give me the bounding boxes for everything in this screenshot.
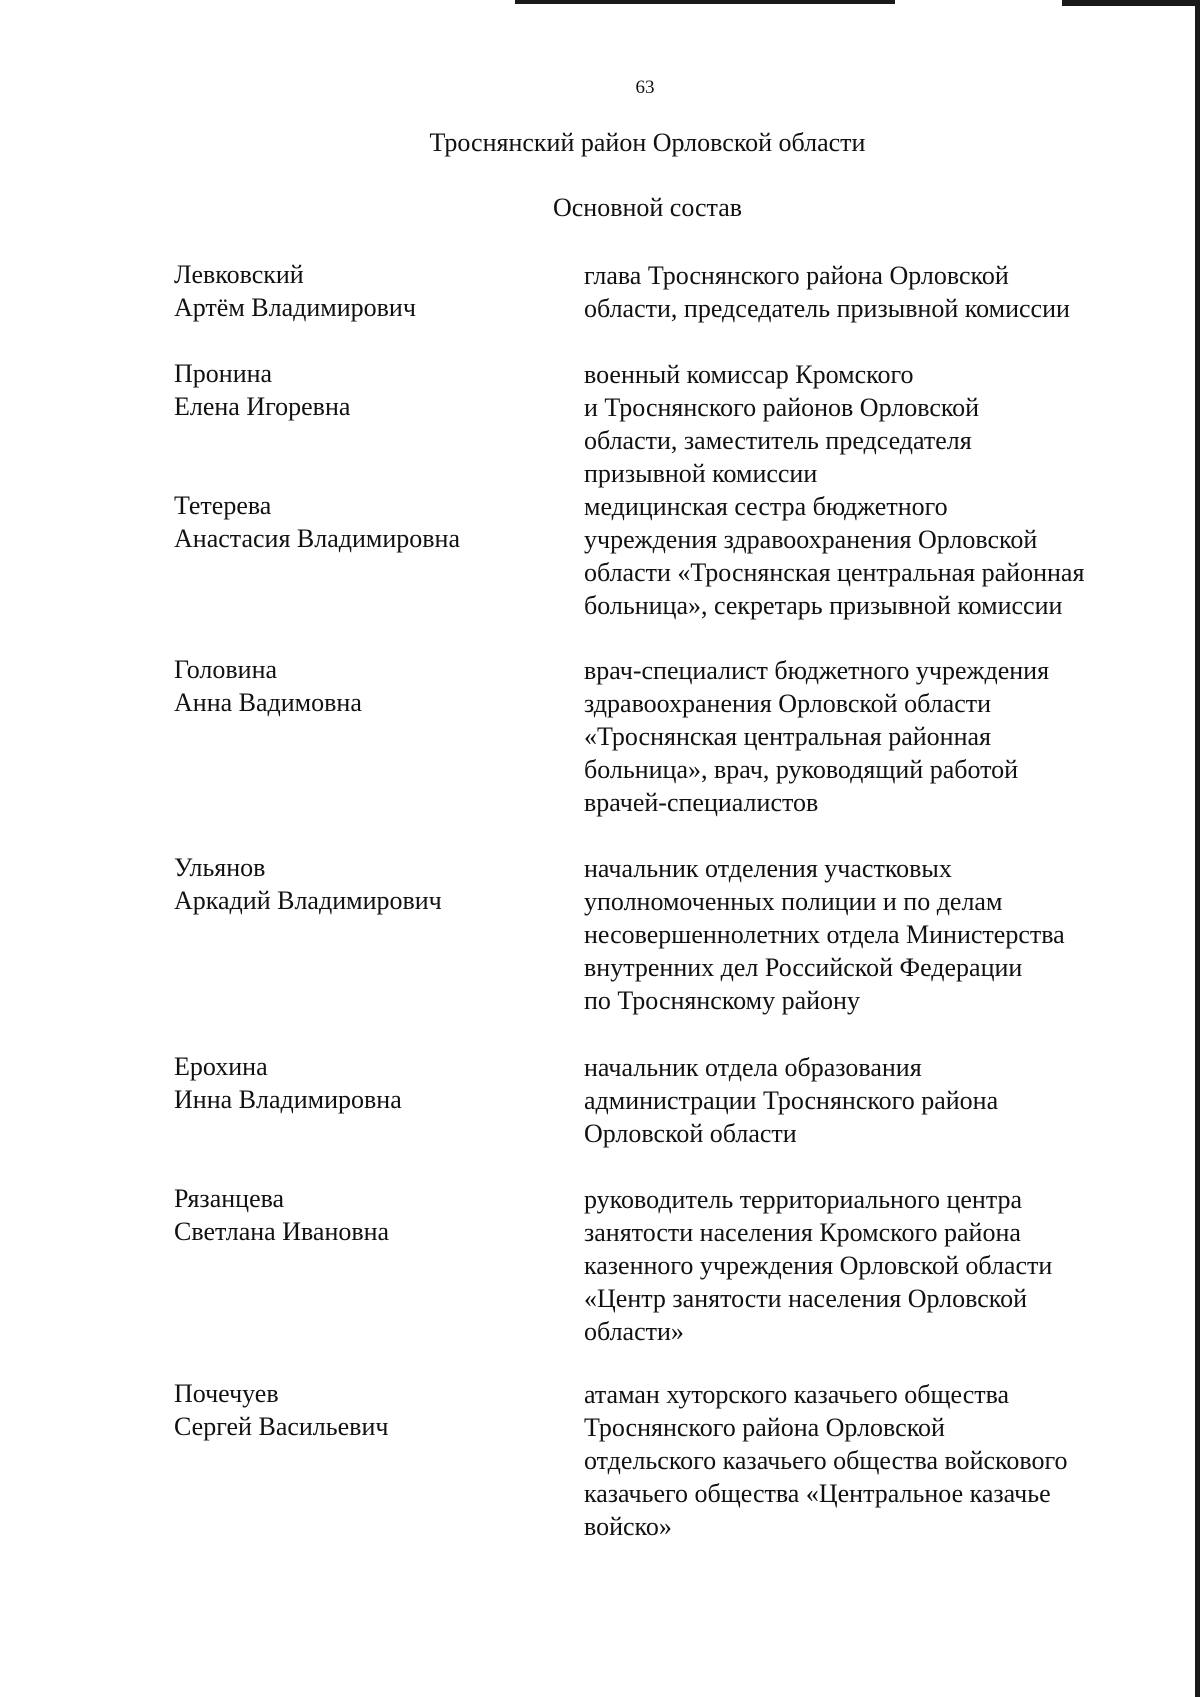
member-role-line: и Троснянского районов Орловской: [584, 393, 980, 422]
member-role: [584, 358, 1144, 490]
member-surname: Ерохина: [174, 1052, 268, 1081]
member-role-line: Орловской области: [584, 1119, 797, 1148]
member-role-line: атаман хуторского казачьего общества: [584, 1380, 1010, 1409]
member-role-line: «Троснянская центральная районная: [584, 722, 991, 751]
scan-edge-right: [1195, 0, 1200, 1697]
member-role-line: занятости населения Кромского района: [584, 1218, 1021, 1247]
member-role-line: «Центр занятости населения Орловской: [584, 1284, 1028, 1313]
member-role-line: казачьего общества «Центральное казачье: [584, 1479, 1051, 1508]
member-role-line: глава Троснянского района Орловской: [584, 261, 1009, 290]
member-role-line: области «Троснянская центральная районная: [584, 558, 1085, 587]
member-role-line: несовершеннолетних отдела Министерства: [584, 920, 1065, 949]
member-name: [174, 258, 554, 324]
member-name: [174, 851, 554, 917]
member-name: [174, 1377, 554, 1443]
member-given-names: Светлана Ивановна: [174, 1217, 390, 1246]
member-name: [174, 489, 554, 555]
member-role-line: врач-специалист бюджетного учреждения: [584, 656, 1050, 685]
district-title: Троснянский район Орловской области: [429, 128, 866, 157]
member-role: [584, 1051, 1144, 1150]
member-role-line: уполномоченных полиции и по делам: [584, 887, 1003, 916]
member-surname: Рязанцева: [174, 1184, 285, 1213]
member-given-names: Елена Игоревна: [174, 392, 351, 421]
member-role: [584, 654, 1144, 819]
member-name: [174, 1182, 554, 1248]
member-role-line: призывной комиссии: [584, 459, 818, 488]
member-role-line: внутренних дел Российской Федерации: [584, 953, 1023, 982]
member-role: [584, 259, 1144, 325]
member-given-names: Инна Владимировна: [174, 1085, 402, 1114]
member-given-names: Артём Владимирович: [174, 293, 416, 322]
member-given-names: Анна Вадимовна: [174, 688, 362, 717]
member-role: [584, 490, 1144, 622]
member-given-names: Анастасия Владимировна: [174, 524, 460, 553]
member-role-line: врачей-специалистов: [584, 788, 819, 817]
member-role-line: больница», врач, руководящий работой: [584, 755, 1019, 784]
scan-edge-top: [515, 0, 895, 4]
member-role-line: администрации Троснянского района: [584, 1086, 999, 1115]
section-title: Основной состав: [552, 193, 743, 222]
member-given-names: Аркадий Владимирович: [174, 886, 442, 915]
member-name: [174, 357, 554, 423]
member-name: [174, 1050, 554, 1116]
member-name: [174, 653, 554, 719]
member-surname: Тетерева: [174, 491, 272, 520]
member-role-line: области, председатель призывной комиссии: [584, 294, 1070, 323]
member-role-line: области, заместитель председателя: [584, 426, 972, 455]
member-role: [584, 1378, 1144, 1543]
member-role-line: военный комиссар Кромского: [584, 360, 914, 389]
member-role-line: войско»: [584, 1512, 672, 1541]
member-surname: Почечуев: [174, 1379, 279, 1408]
member-role-line: Троснянского района Орловской: [584, 1413, 945, 1442]
member-role-line: больница», секретарь призывной комиссии: [584, 591, 1063, 620]
member-role-line: здравоохранения Орловской области: [584, 689, 992, 718]
member-role-line: начальник отдела образования: [584, 1053, 922, 1082]
member-role-line: медицинская сестра бюджетного: [584, 492, 948, 521]
member-role-line: области»: [584, 1317, 684, 1346]
member-surname: Левковский: [174, 260, 304, 289]
member-surname: Пронина: [174, 359, 273, 388]
member-role-line: по Троснянскому району: [584, 986, 860, 1015]
member-surname: Ульянов: [174, 853, 266, 882]
member-surname: Головина: [174, 655, 278, 684]
member-role-line: руководитель территориального центра: [584, 1185, 1023, 1214]
member-role: [584, 1183, 1144, 1348]
member-role-line: казенного учреждения Орловской области: [584, 1251, 1053, 1280]
member-role-line: начальник отделения участковых: [584, 854, 952, 883]
member-given-names: Сергей Васильевич: [174, 1412, 389, 1441]
scan-edge-top-right: [1062, 0, 1200, 6]
page-number: 63: [635, 77, 655, 98]
member-role-line: отдельского казачьего общества войскового: [584, 1446, 1068, 1475]
member-role: [584, 852, 1144, 1017]
member-role-line: учреждения здравоохранения Орловской: [584, 525, 1038, 554]
